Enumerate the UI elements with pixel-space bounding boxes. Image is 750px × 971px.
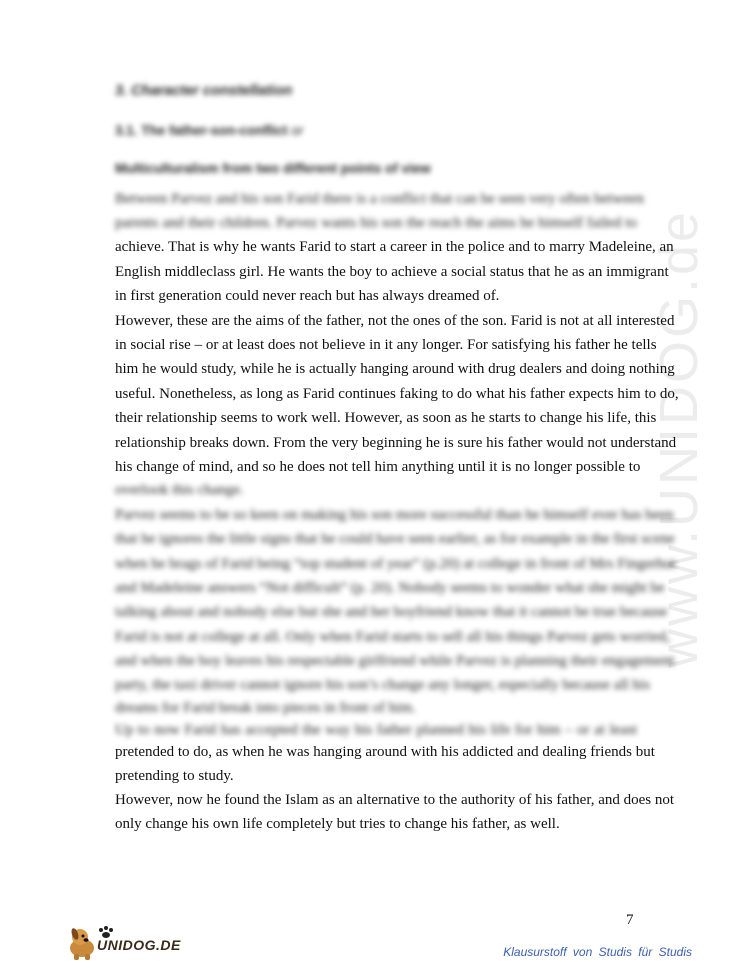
subsection-heading <box>115 123 303 138</box>
text-line: in first generation could never reach but has always dreamed of. <box>115 288 500 304</box>
text-line: However, these are the aims of the father, not the ones of the son. Farid is not at all interested <box>115 313 675 329</box>
watermark: www.UNIDOG.de <box>649 208 709 668</box>
text-line: talking about and nobody else but she and her boyfriend know that it cannot be true because <box>115 604 668 620</box>
text-line: when he brags of Farid being “top student of year” (p.20) at college in front of Mrs Fingerhut <box>115 556 676 572</box>
text-line: achieve. That is why he wants Farid to start a career in the police and to marry Madeleine, an <box>115 239 674 255</box>
text-line: dreams for Farid break into pieces in front of him. <box>115 700 416 716</box>
text-line: only change his own life completely but tries to change his father, as well. <box>115 816 560 832</box>
text-line: and when the boy leaves his respectable girlfriend while Parvez is planning their engagement <box>115 653 675 669</box>
text-line: Parvez seems to be so keen on making his son more successful than he himself ever has been <box>115 507 674 523</box>
text-line: Between Parvez and his son Farid there is a conflict that can be seen very often between <box>115 191 644 207</box>
text-line: party, the taxi driver cannot ignore his son’s change any longer, especially because all his <box>115 677 650 693</box>
footer-logo-text: UNIDOG.DE <box>97 937 181 953</box>
text-line: English middleclass girl. He wants the boy to achieve a social status that he as an immigrant <box>115 264 669 280</box>
text-line: and Madeleine answers “Not difficult” (p. 20). Nobody seems to wonder what she might be <box>115 580 665 596</box>
text-line: pretending to study. <box>115 768 234 784</box>
text-line: that he ignores the little signs that he could have seen earlier, as for example in the first scene <box>115 531 675 547</box>
subsection-subheading: Multiculturalism from two different points of view <box>115 161 431 176</box>
text-line: their relationship seems to work well. However, as soon as he starts to change his life, this <box>115 410 657 426</box>
footer-tagline: Klausurstoff von Studis für Studis <box>503 945 692 959</box>
section-heading: 3. Character constellation <box>115 83 293 99</box>
text-line: Up to now Farid has accepted the way his father planned his life for him – or at least <box>115 722 637 738</box>
text-line: overlook this change. <box>115 482 244 498</box>
text-line: in social rise – or at least does not believe in it any longer. For satisfying his father he tells <box>115 337 657 353</box>
text-line: Farid is not at college at all. Only when Farid starts to sell all his things Parvez gets worried, <box>115 629 670 645</box>
text-line: parents and their children. Parvez wants his son the reach the aims he himself failed to <box>115 215 637 231</box>
subsection-title: 3.1. The father-son-conflict <box>115 123 288 138</box>
text-line: him he would study, while he is actually hanging around with drug dealers and doing nothing <box>115 361 675 377</box>
text-line: his change of mind, and so he does not tell him anything until it is no longer possible to <box>115 459 641 475</box>
page-number: 7 <box>626 912 634 928</box>
text-line: useful. Nonetheless, as long as Farid continues faking to do what his father expects him to do, <box>115 386 679 402</box>
text-line: relationship breaks down. From the very beginning he is sure his father would not understand <box>115 435 677 451</box>
text-line: However, now he found the Islam as an alternative to the authority of his father, and does not <box>115 792 675 808</box>
subsection-or: or <box>291 123 304 138</box>
text-line: pretended to do, as when he was hanging around with his addicted and dealing friends but <box>115 744 655 760</box>
